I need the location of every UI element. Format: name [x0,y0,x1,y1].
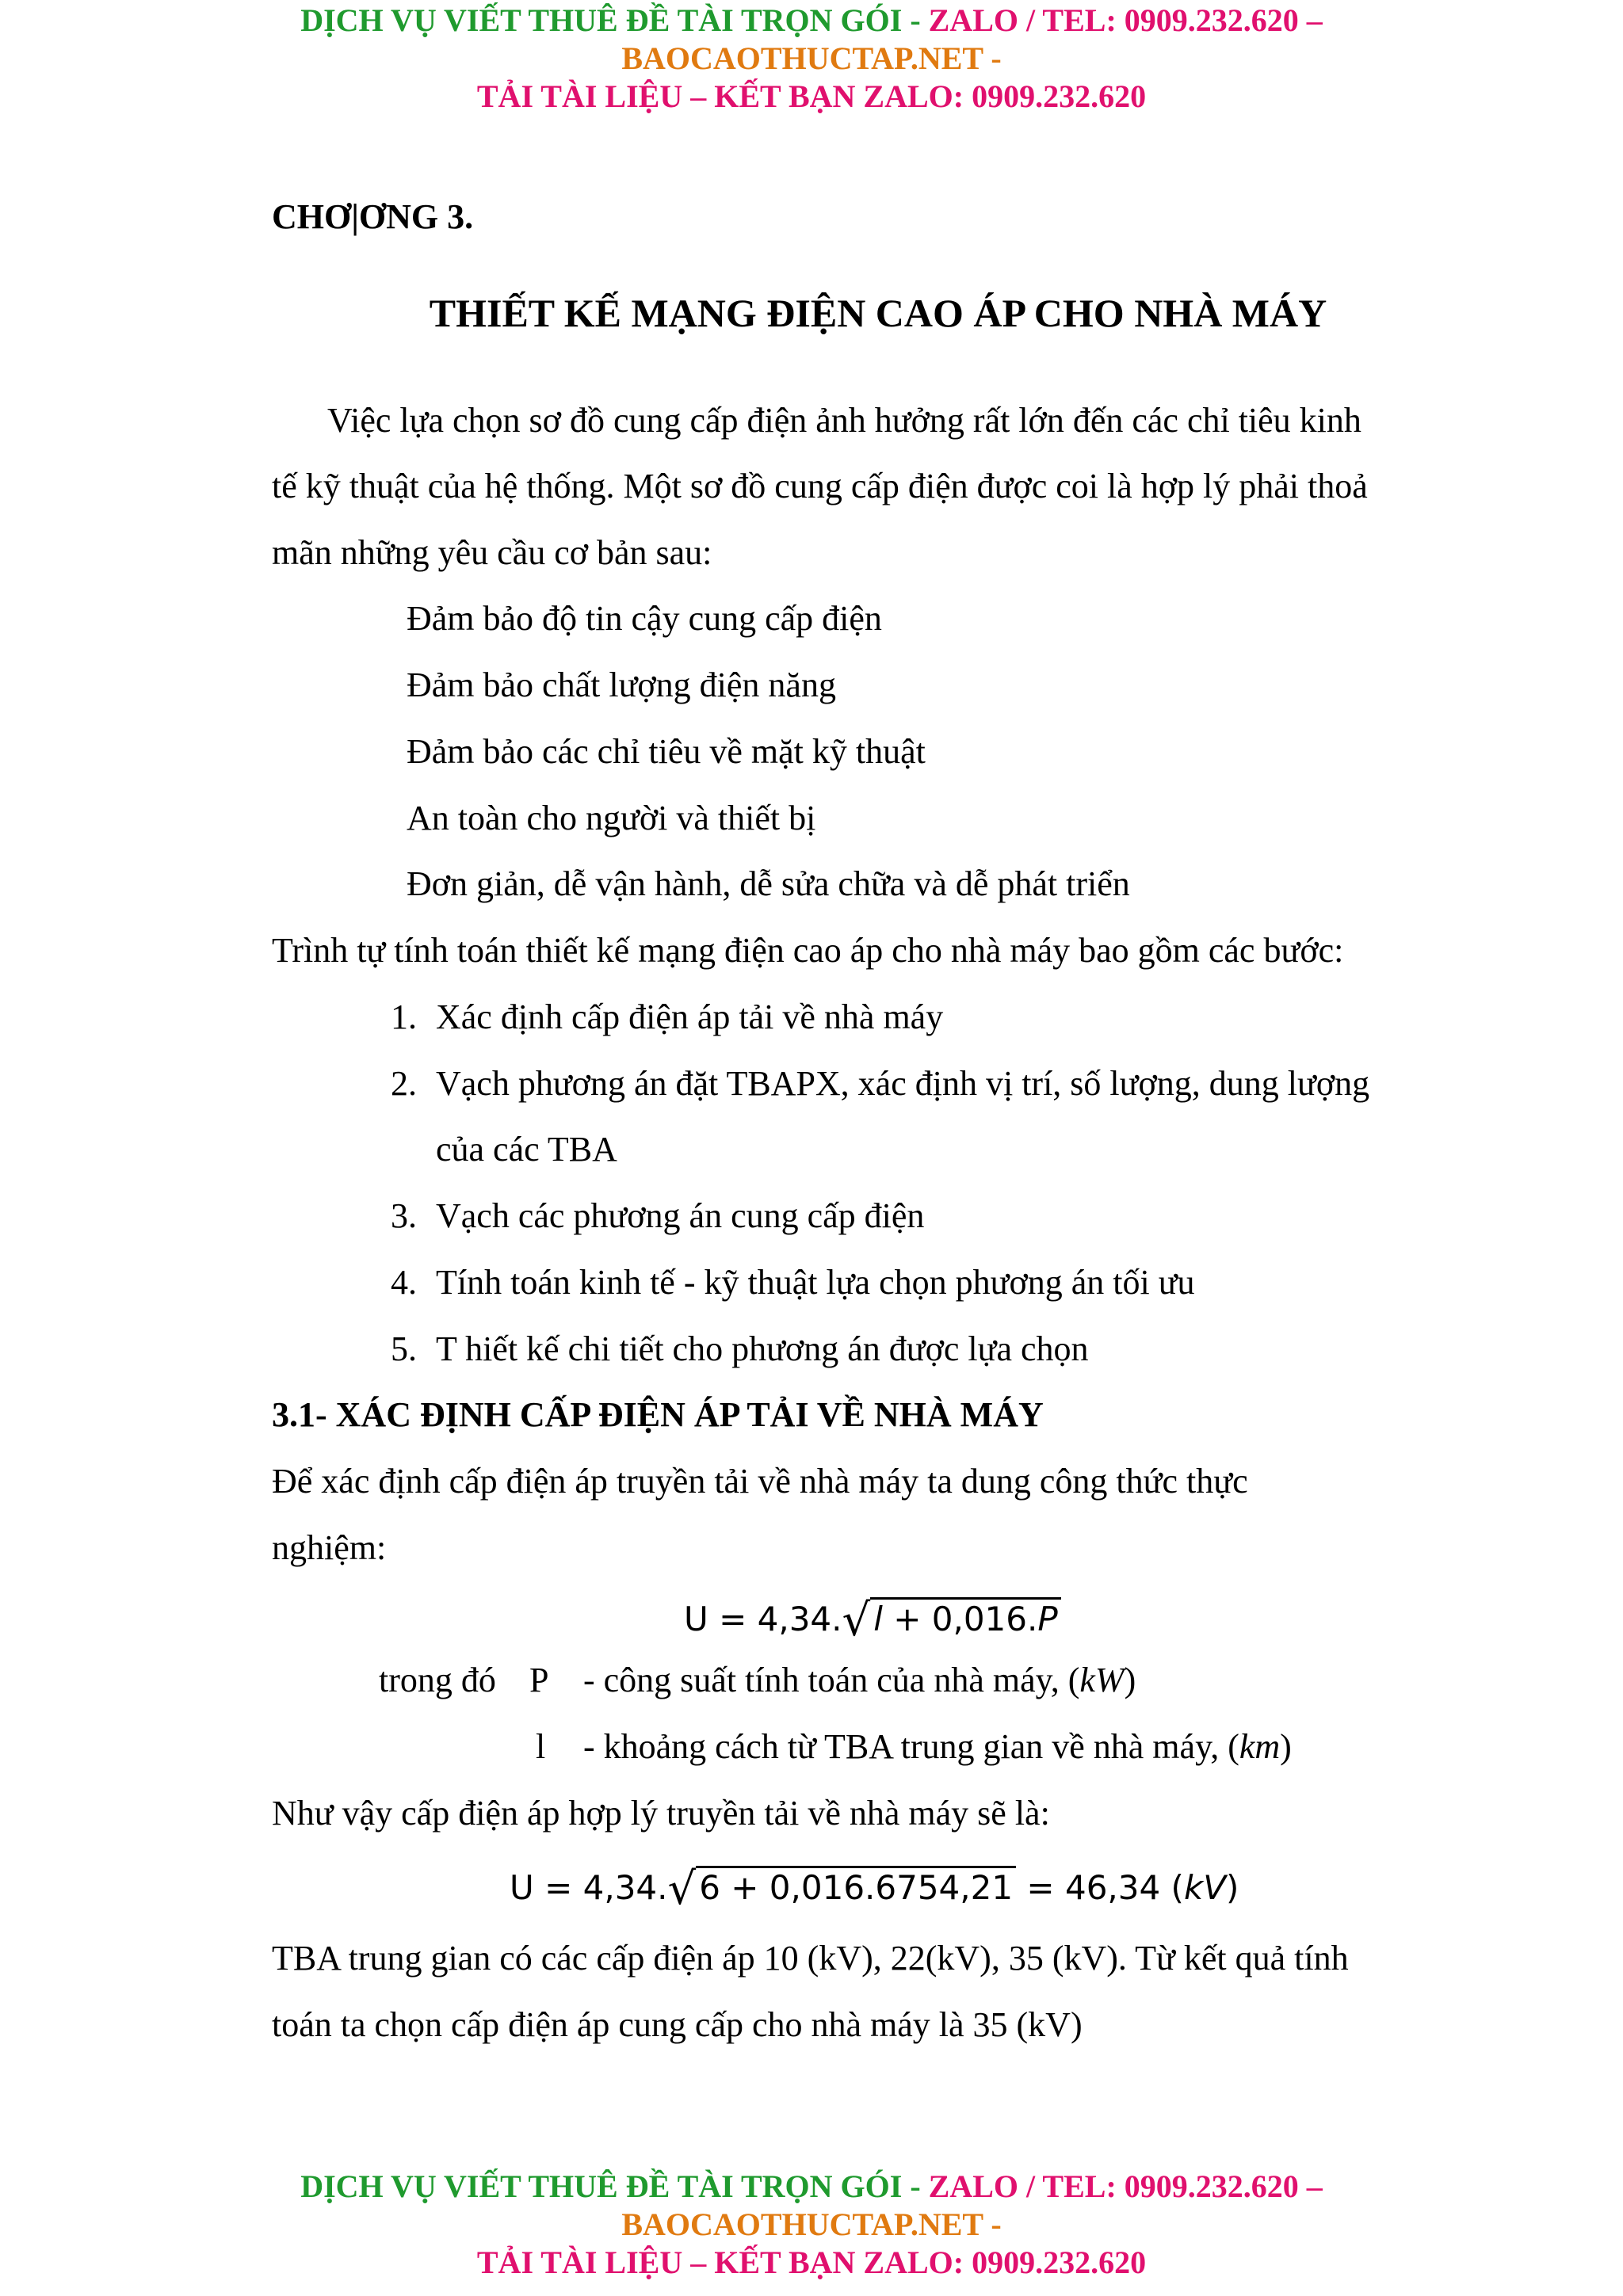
requirement-item: Đơn giản, dễ vận hành, dễ sửa chữa và dễ phát triển [407,864,1130,903]
sqrt-icon: √ [842,1595,871,1646]
intro-line-2: tế kỹ thuật của hệ thống. Một sơ đồ cung cấp điện được coi là hợp lý phải thoả [272,467,1368,505]
section-para-line-2: nghiệm: [272,1528,387,1567]
section-heading: 3.1- XÁC ĐỊNH CẤP ĐIỆN ÁP TẢI VỀ NHÀ MÁY [272,1395,1044,1434]
banner-zalo: TẢI TÀI LIỆU – KẾT BẠN ZALO: 0909.232.620 [476,2245,1147,2280]
step-item [391,997,943,1037]
step-text: của các TBA [436,1130,617,1169]
step-item [391,1329,1089,1369]
result-intro: Như vậy cấp điện áp hợp lý truyền tải về nhà máy sẽ là: [272,1794,1050,1833]
where-p-symbol: P [529,1661,549,1699]
banner-phone-text: ZALO / TEL: 0909.232.620 – [920,2168,1323,2204]
steps-intro: Trình tự tính toán thiết kế mạng điện cao áp cho nhà máy bao gồm các bước: [272,931,1344,970]
requirement-item: An toàn cho người và thiết bị [407,799,816,837]
requirement-item: Đảm bảo chất lượng điện năng [407,666,836,704]
intro-line-1: Việc lựa chọn sơ đồ cung cấp điện ảnh hưởng rất lớn đến các chỉ tiêu kinh [327,401,1361,440]
header-banner [0,2,1623,116]
banner-service-text: DỊCH VỤ VIẾT THUÊ ĐỀ TÀI TRỌN GÓI - [300,2,921,38]
where-l-symbol: l [536,1727,546,1766]
step-item-continued [391,1129,617,1169]
step-text: T hiết kế chi tiết cho phương án được lựa chọn [436,1329,1089,1368]
step-item [391,1063,1369,1104]
requirement-item: Đảm bảo độ tin cậy cung cấp điện [407,599,882,638]
step-text: Vạch các phương án cung cấp điện [436,1196,925,1235]
step-item [391,1262,1195,1302]
step-number: 1. [391,997,417,1036]
banner-line-1 [0,2168,1623,2206]
conclusion-line-1: TBA trung gian có các cấp điện áp 10 (kV), 22(kV), 35 (kV). Từ kết quả tính [272,1939,1349,1978]
conclusion-line-2: toán ta chọn cấp điện áp cung cấp cho nhà máy là 35 (kV) [272,2005,1083,2044]
step-item [391,1196,924,1236]
banner-website: BAOCAOTHUCTAP.NET - [621,40,1002,76]
step-text: Xác định cấp điện áp tải về nhà máy [436,997,944,1036]
step-number: 3. [391,1196,417,1235]
banner-service-text: DỊCH VỤ VIẾT THUÊ ĐỀ TÀI TRỌN GÓI - [300,2168,921,2204]
step-text: Vạch phương án đặt TBAPX, xác định vị trí, số lượng, dung lượng [436,1064,1370,1103]
step-number: 4. [391,1263,417,1302]
where-p-description: - công suất tính toán của nhà máy, (kW) [583,1661,1136,1699]
banner-phone-text: ZALO / TEL: 0909.232.620 – [920,2,1323,38]
banner-website: BAOCAOTHUCTAP.NET - [621,2206,1002,2242]
footer-banner [0,2168,1623,2282]
sqrt-icon: √ [667,1863,697,1915]
intro-line-3: mãn những yêu cầu cơ bản sau: [272,533,712,572]
section-para-line-1: Để xác định cấp điện áp truyền tải về nhà máy ta dung công thức thực [272,1462,1248,1501]
page-title: THIẾT KẾ MẠNG ĐIỆN CAO ÁP CHO NHÀ MÁY [429,291,1327,335]
banner-zalo: TẢI TÀI LIỆU – KẾT BẠN ZALO: 0909.232.620 [476,78,1147,114]
where-label: trong đó [379,1661,496,1699]
chapter-label: CHƠ|ƠNG 3. [272,197,474,236]
step-text: Tính toán kinh tế - kỹ thuật lựa chọn phương án tối ưu [436,1263,1195,1302]
formula-voltage: U = 4,34.√l + 0,016.P [684,1595,1061,1646]
step-number: 2. [391,1064,417,1103]
step-number: 5. [391,1329,417,1368]
banner-line-1 [0,2,1623,40]
requirement-item: Đảm bảo các chỉ tiêu về mặt kỹ thuật [407,732,926,771]
formula-result: U = 4,34.√6 + 0,016.6754,21 = 46,34 (kV) [510,1863,1239,1915]
where-l-description: - khoảng cách từ TBA trung gian về nhà máy, (km) [583,1727,1292,1766]
